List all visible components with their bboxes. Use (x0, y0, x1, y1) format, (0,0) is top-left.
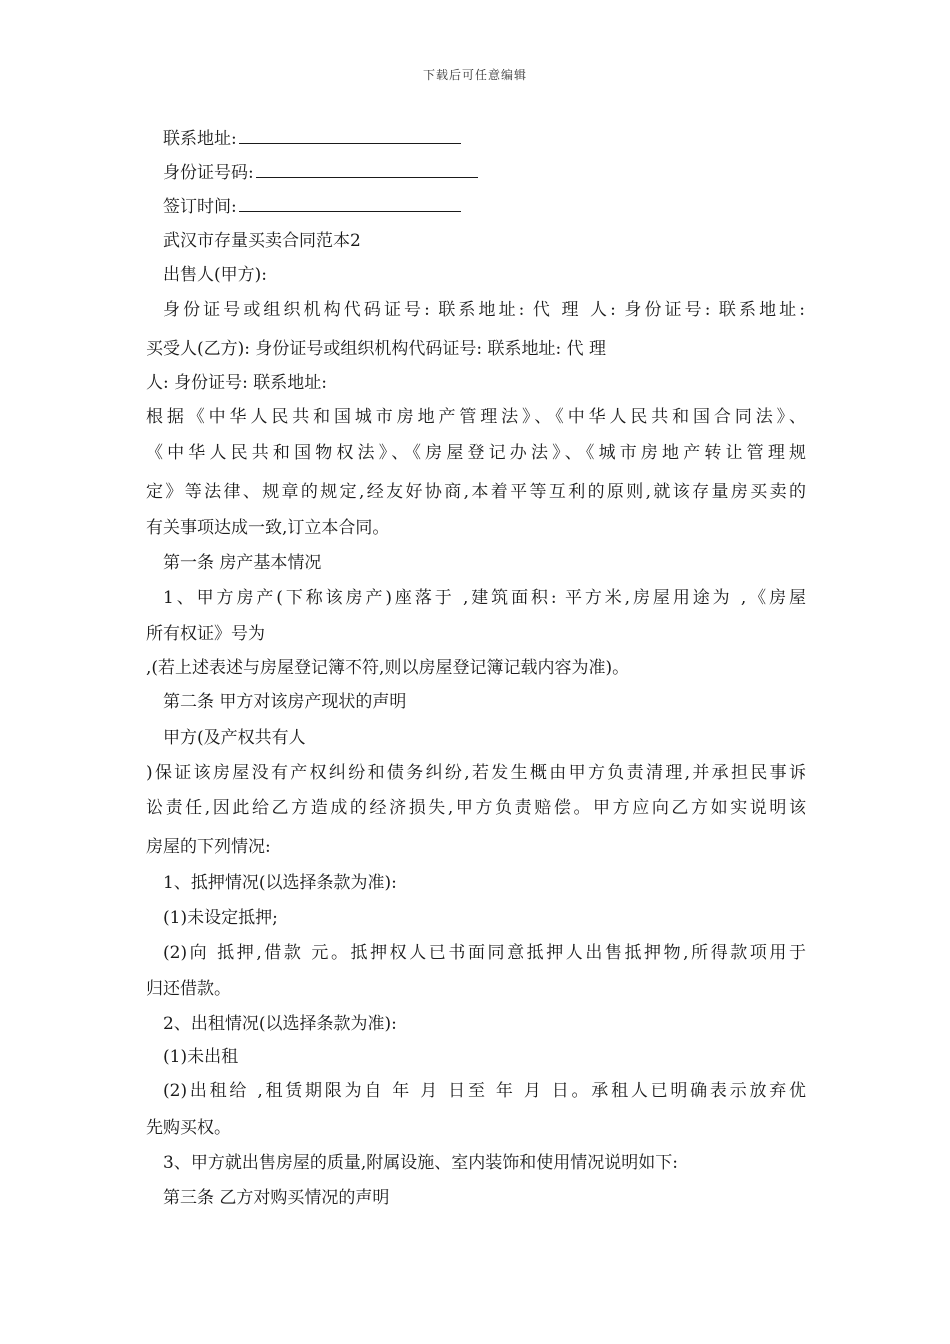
option-line: (1)未设定抵押; (163, 908, 278, 928)
line-text: 身份证号码: (163, 163, 254, 183)
line-text: 签订时间: (163, 197, 237, 217)
quality-statement-line: 3、甲方就出售房屋的质量,附属设施、室内装饰和使用情况说明如下: (163, 1153, 678, 1173)
lease-heading: 2、出租情况(以选择条款为准): (163, 1014, 397, 1034)
buyer-info-line-2: 人: 身份证号: 联系地址: (146, 373, 327, 393)
clause-line: 所有权证》号为 (146, 624, 265, 644)
clause-line: ,(若上述表述与房屋登记簿不符,则以房屋登记簿记载内容为准)。 (146, 658, 630, 678)
fill-blank (239, 195, 461, 212)
header-note: 下载后可任意编辑 (422, 68, 527, 82)
seller-info-line: 身份证号或组织机构代码证号: 联系地址: 代 理 人: 身份证号: 联系地址: (163, 300, 805, 320)
article-1-heading: 第一条 房产基本情况 (163, 553, 322, 573)
article-3-heading: 第三条 乙方对购买情况的声明 (163, 1188, 390, 1208)
option-line: (2)出租给 ,租赁期限为自 年 月 日至 年 月 日。承租人已明确表示放弃优 (163, 1081, 806, 1101)
paragraph-line: 根据《中华人民共和国城市房地产管理法》、《中华人民共和国合同法》、 (146, 407, 806, 427)
option-line: (1)未出租 (163, 1047, 239, 1067)
paragraph-line: 定》等法律、规章的规定,经友好协商,本着平等互利的原则,就该存量房买卖的 (146, 482, 806, 502)
seller-heading: 出售人(甲方): (163, 265, 267, 285)
option-line: (2)向 抵押,借款 元。抵押权人已书面同意抵押人出售抵押物,所得款项用于 (163, 943, 806, 963)
clause-line: 1、甲方房产(下称该房产)座落于 ,建筑面积: 平方米,房屋用途为 ,《房屋 (163, 588, 806, 608)
paragraph-line: 有关事项达成一致,订立本合同。 (146, 518, 390, 538)
fill-blank (256, 161, 478, 178)
fill-blank (239, 127, 461, 144)
signing-date-line (163, 195, 461, 218)
line-text: 联系地址: (163, 129, 237, 149)
buyer-info-line: 买受人(乙方): 身份证号或组织机构代码证号: 联系地址: 代 理 (146, 339, 607, 359)
paragraph-line: 《中华人民共和国物权法》、《房屋登记办法》、《城市房地产转让管理规 (146, 443, 806, 463)
clause-line: )保证该房屋没有产权纠纷和债务纠纷,若发生概由甲方负责清理,并承担民事诉 (146, 763, 806, 783)
clause-line: 讼责任,因此给乙方造成的经济损失,甲方负责赔偿。甲方应向乙方如实说明该 (146, 798, 806, 818)
contact-address-line (163, 127, 461, 150)
article-2-heading: 第二条 甲方对该房产现状的声明 (163, 692, 407, 712)
clause-line: 甲方(及产权共有人 (163, 728, 306, 748)
mortgage-heading: 1、抵押情况(以选择条款为准): (163, 873, 397, 893)
option-line: 先购买权。 (146, 1118, 231, 1138)
contract-title: 武汉市存量买卖合同范本2 (163, 231, 361, 251)
id-number-line (163, 161, 478, 184)
clause-line: 房屋的下列情况: (146, 837, 271, 857)
option-line: 归还借款。 (146, 979, 231, 999)
